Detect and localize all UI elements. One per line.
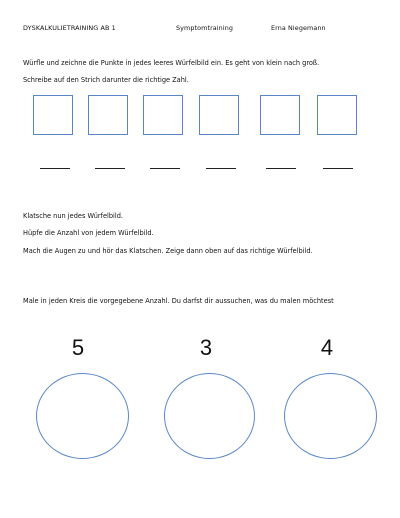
worksheet-title: DYSKALKULIETRAINING AB 1: [23, 24, 116, 32]
die-box-2[interactable]: [88, 95, 128, 135]
answer-line-1[interactable]: [40, 168, 70, 169]
die-box-5[interactable]: [260, 95, 300, 135]
task1-instruction-1: Würfle und zeichne die Punkte in jedes leeres Würfelbild ein. Es geht von klein nach groß.: [23, 59, 320, 67]
worksheet-subtitle: Symptomtraining: [176, 24, 234, 32]
die-box-4[interactable]: [199, 95, 239, 135]
task2-instruction-1: Klatsche nun jedes Würfelbild.: [23, 212, 123, 220]
die-box-1[interactable]: [33, 95, 73, 135]
answer-line-2[interactable]: [95, 168, 125, 169]
drawing-circle-2[interactable]: [164, 373, 255, 459]
drawing-circle-3[interactable]: [284, 373, 377, 459]
drawing-circle-1[interactable]: [36, 373, 129, 459]
count-number-2: 3: [199, 335, 213, 360]
answer-line-3[interactable]: [150, 168, 180, 169]
task3-instruction-1: Male in jeden Kreis die vorgegebene Anzahl. Du darfst dir aussuchen, was du malen möchtest: [23, 297, 334, 305]
worksheet-header: [23, 24, 383, 36]
answer-line-6[interactable]: [323, 168, 353, 169]
task1-instruction-2: Schreibe auf den Strich darunter die richtige Zahl.: [23, 76, 189, 84]
die-box-3[interactable]: [143, 95, 183, 135]
count-number-1: 5: [71, 335, 85, 360]
die-box-6[interactable]: [317, 95, 357, 135]
task2-instruction-2: Hüpfe die Anzahl von jedem Würfelbild.: [23, 229, 154, 237]
task2-instruction-3: Mach die Augen zu und hör das Klatschen. Zeige dann oben auf das richtige Würfelbild.: [23, 247, 313, 255]
answer-line-5[interactable]: [266, 168, 296, 169]
worksheet-author: Erna Niegemann: [271, 24, 326, 32]
count-number-3: 4: [320, 335, 334, 360]
answer-line-4[interactable]: [206, 168, 236, 169]
